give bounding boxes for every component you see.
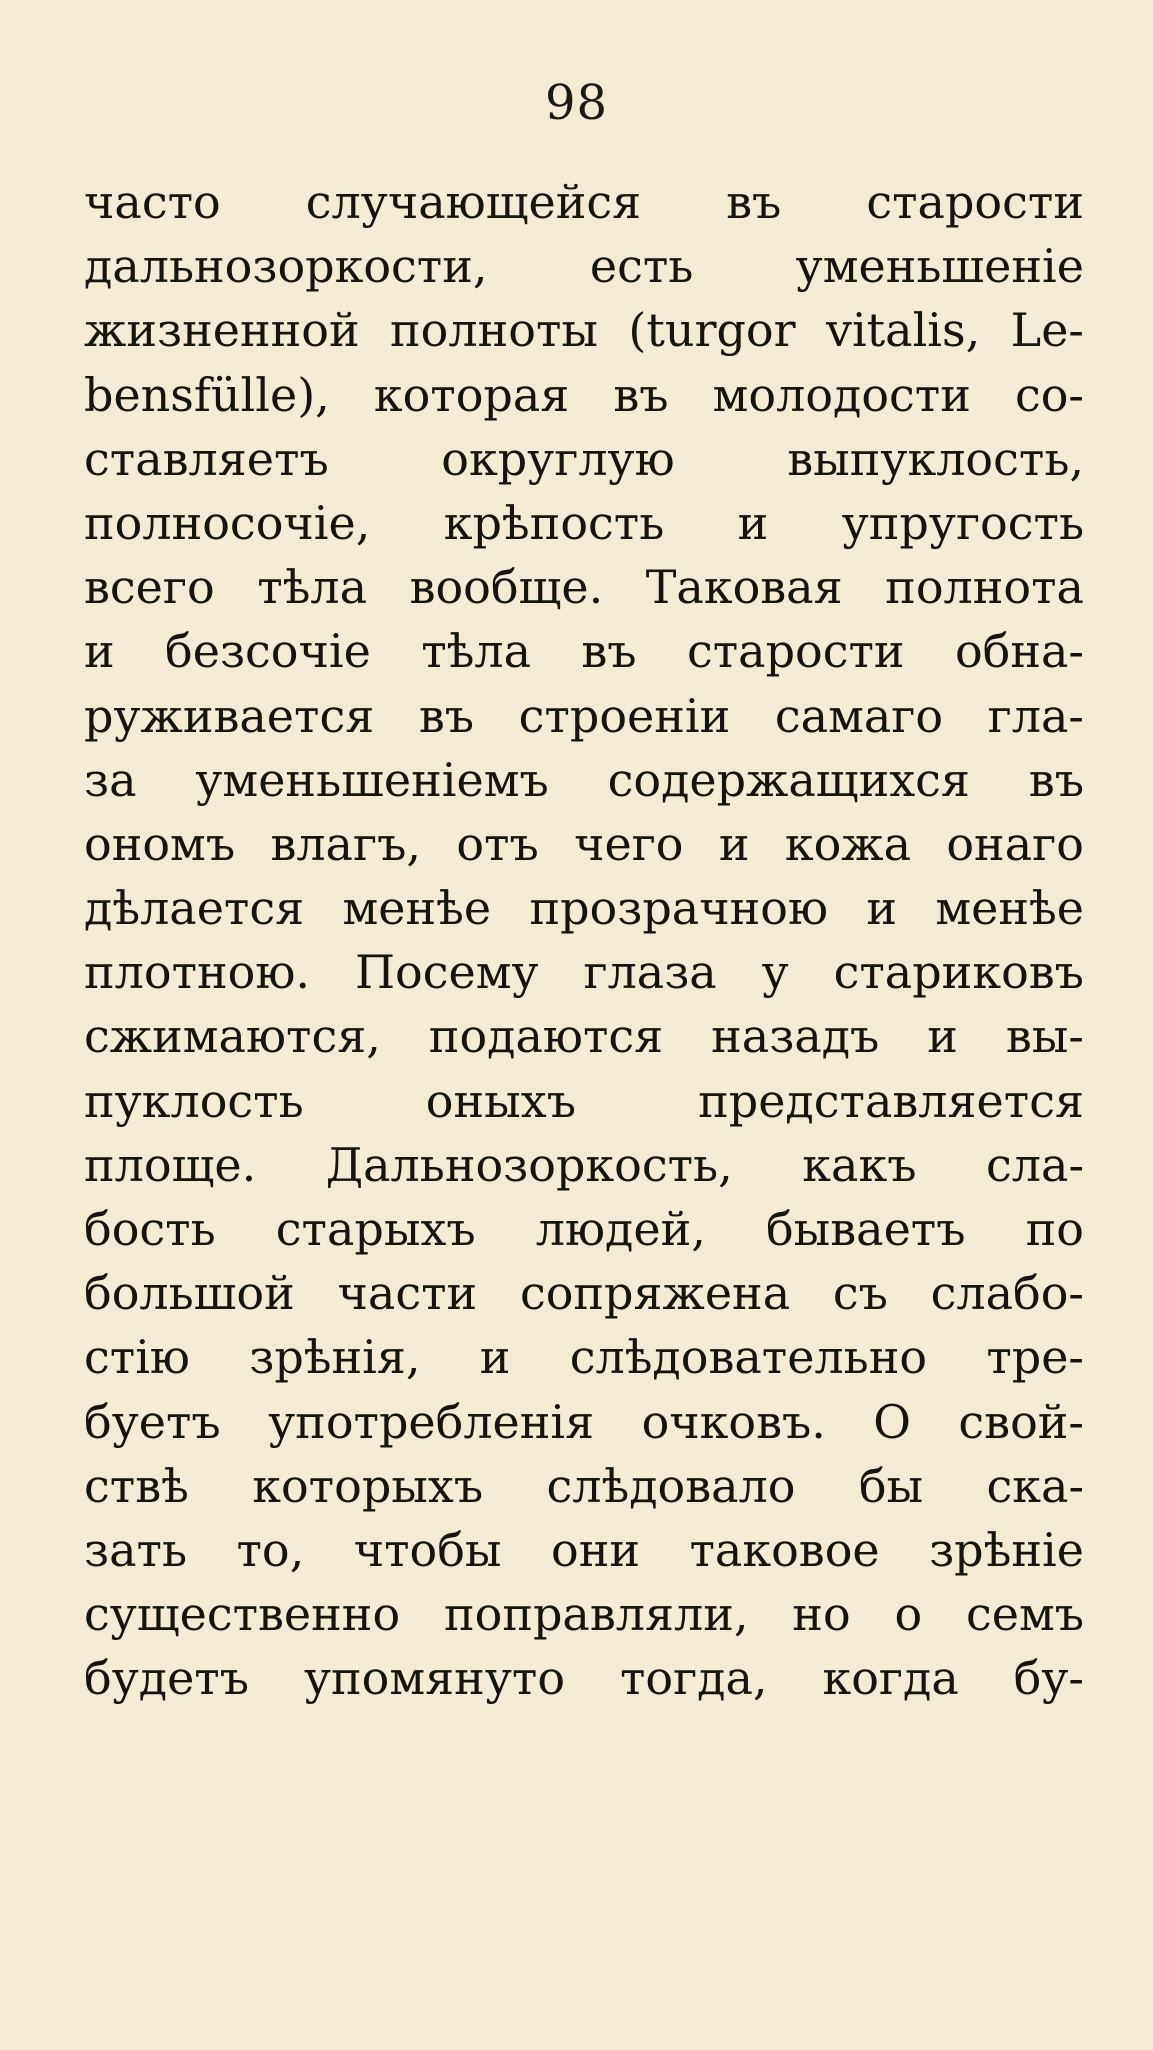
word: слѣдовало xyxy=(546,1458,796,1513)
word: въ xyxy=(726,175,782,229)
word: подаются xyxy=(428,1009,664,1064)
word: глаза xyxy=(583,945,717,1000)
word: то, xyxy=(236,1522,305,1577)
word: и xyxy=(866,881,898,936)
word: старости xyxy=(866,175,1084,229)
text-line xyxy=(84,298,1084,362)
word: Дальнозоркость, xyxy=(325,1137,733,1192)
word: большой xyxy=(84,1266,295,1321)
page-number: 98 xyxy=(544,75,609,131)
word: съ xyxy=(832,1266,888,1321)
word: округлую xyxy=(441,431,675,486)
word: выпуклость, xyxy=(787,431,1084,486)
word: чего xyxy=(574,816,684,871)
word: ономъ xyxy=(84,816,236,871)
word: какъ xyxy=(802,1137,917,1192)
word: кожа xyxy=(784,816,912,871)
word: тогда, xyxy=(619,1651,768,1706)
word: молодости xyxy=(712,367,971,422)
word: со- xyxy=(1014,367,1084,422)
word: строеніи xyxy=(518,688,731,743)
text-line xyxy=(84,1133,1084,1197)
word: и xyxy=(718,816,750,871)
word: гла- xyxy=(987,688,1084,743)
word: и xyxy=(84,624,115,679)
word: (turgor xyxy=(628,303,796,358)
word: самаго xyxy=(774,688,944,743)
word: старости xyxy=(686,624,905,679)
text-line xyxy=(84,812,1084,876)
word: полноты xyxy=(390,303,599,358)
text-line xyxy=(84,876,1084,940)
text-line xyxy=(84,170,1084,234)
word: упомянуто xyxy=(303,1651,566,1706)
body-text xyxy=(84,170,1084,1711)
word: дальнозоркости, xyxy=(84,239,488,294)
word: зать xyxy=(84,1522,188,1577)
word: Посему xyxy=(354,945,539,1000)
word: ска- xyxy=(986,1458,1084,1513)
word: прозрачною xyxy=(529,881,829,936)
word: ставляетъ xyxy=(84,431,329,486)
text-line xyxy=(84,1261,1084,1325)
word: но xyxy=(792,1587,851,1642)
word: употребленія xyxy=(268,1394,595,1449)
word: и xyxy=(927,1009,958,1064)
word: всего xyxy=(84,560,215,615)
word: когда xyxy=(822,1651,959,1706)
word: очковъ. xyxy=(641,1394,826,1449)
text-line xyxy=(84,234,1084,298)
word: есть xyxy=(589,239,694,294)
text-line xyxy=(84,1646,1084,1710)
word: bensfülle), xyxy=(84,367,330,422)
word: представляется xyxy=(698,1073,1084,1128)
text-line xyxy=(84,1454,1084,1518)
word: которая xyxy=(373,367,570,422)
word: руживается xyxy=(84,688,375,743)
word: таковое xyxy=(689,1522,880,1577)
word: бы xyxy=(858,1458,924,1513)
text-line xyxy=(84,1325,1084,1389)
word: безсочіе xyxy=(165,624,371,679)
word: поправляли, xyxy=(443,1587,749,1642)
word: семъ xyxy=(965,1587,1084,1642)
word: содержащихся xyxy=(607,752,970,807)
text-line xyxy=(84,684,1084,748)
text-line xyxy=(84,491,1084,555)
word: въ xyxy=(418,688,475,743)
word: въ xyxy=(1028,752,1084,807)
word: старыхъ xyxy=(275,1202,476,1256)
word: полнота xyxy=(885,560,1084,615)
word: Le- xyxy=(1010,303,1084,358)
word: части xyxy=(337,1266,478,1321)
word: ствѣ xyxy=(84,1458,189,1513)
word: случающейся xyxy=(305,175,642,229)
word: вообще. xyxy=(409,560,604,615)
word: пуклость xyxy=(84,1073,304,1128)
text-line xyxy=(84,1518,1084,1582)
text-line xyxy=(84,940,1084,1004)
word: и xyxy=(479,1330,511,1385)
text-line xyxy=(84,1197,1084,1261)
word: людей, xyxy=(535,1202,706,1256)
word: по xyxy=(1025,1202,1084,1256)
text-line xyxy=(84,363,1084,427)
word: О xyxy=(873,1394,912,1449)
word: бываетъ xyxy=(765,1202,966,1256)
word: упругость xyxy=(841,495,1084,550)
word: плотною. xyxy=(84,945,311,1000)
word: полносочіе, xyxy=(84,495,371,550)
text-line xyxy=(84,555,1084,619)
word: будетъ xyxy=(84,1651,250,1706)
word: тѣла xyxy=(421,624,532,679)
word: сопряжена xyxy=(519,1266,791,1321)
word: обна- xyxy=(954,624,1084,679)
word: Таковая xyxy=(645,560,843,615)
word: vitalis, xyxy=(825,303,981,358)
word: у xyxy=(761,945,789,1000)
text-line xyxy=(84,748,1084,812)
word: уменьшеніемъ xyxy=(195,752,549,807)
word: вы- xyxy=(1005,1009,1084,1064)
word: бу- xyxy=(1013,1651,1084,1706)
text-line xyxy=(84,1069,1084,1133)
word: они xyxy=(551,1522,641,1577)
text-line xyxy=(84,619,1084,683)
word: жизненной xyxy=(84,303,360,358)
word: существенно xyxy=(84,1587,401,1642)
word: крѣпость xyxy=(443,495,665,550)
word: менѣе xyxy=(342,881,492,936)
word: сжимаются, xyxy=(84,1009,381,1064)
text-line xyxy=(84,1390,1084,1454)
word: и xyxy=(737,495,769,550)
word: уменьшеніе xyxy=(795,239,1084,294)
word: буетъ xyxy=(84,1394,221,1449)
text-line xyxy=(84,427,1084,491)
word: въ xyxy=(581,624,637,679)
word: онаго xyxy=(946,816,1084,871)
word: свой- xyxy=(958,1394,1084,1449)
word: часто xyxy=(84,175,221,229)
word: влагъ, xyxy=(270,816,421,871)
word: въ xyxy=(613,367,669,422)
word: бость xyxy=(84,1202,216,1256)
word: чтобы xyxy=(353,1522,502,1577)
word: дѣлается xyxy=(84,881,305,936)
word: слабо- xyxy=(930,1266,1084,1321)
word: сла- xyxy=(986,1137,1084,1192)
word: тре- xyxy=(986,1330,1084,1385)
word: о xyxy=(894,1587,923,1642)
word: назадъ xyxy=(711,1009,880,1064)
word: оныхъ xyxy=(425,1073,576,1128)
word: зрѣнія, xyxy=(249,1330,421,1385)
word: зрѣніе xyxy=(929,1522,1084,1577)
text-line xyxy=(84,1004,1084,1068)
word: стариковъ xyxy=(833,945,1084,1000)
word: слѣдовательно xyxy=(569,1330,928,1385)
word: за xyxy=(84,752,137,807)
text-line xyxy=(84,1582,1084,1646)
word: стію xyxy=(84,1330,190,1385)
word: отъ xyxy=(456,816,539,871)
word: тѣла xyxy=(257,560,368,615)
word: менѣе xyxy=(935,881,1084,936)
word: которыхъ xyxy=(252,1458,484,1513)
word: площе. xyxy=(84,1137,257,1192)
